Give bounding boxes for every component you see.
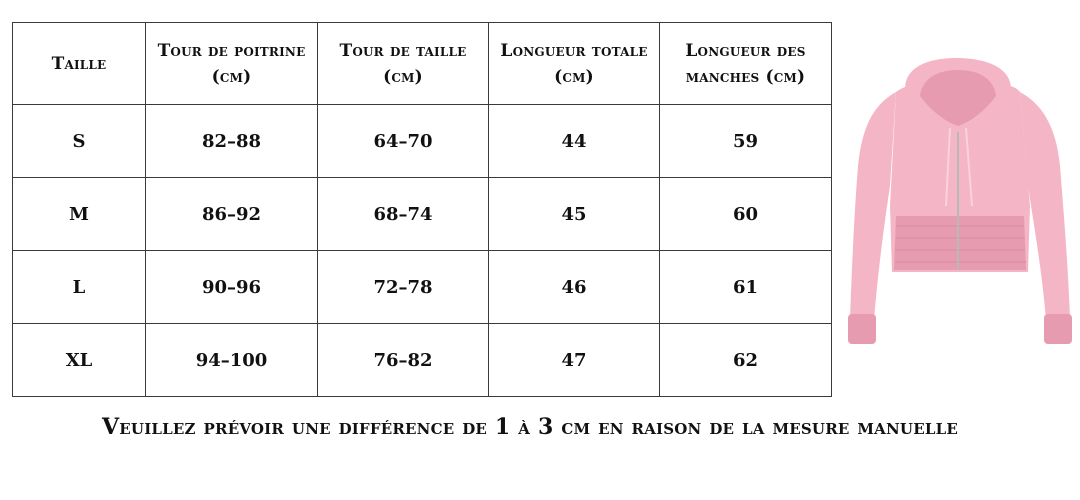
chest-cell: 82–88	[146, 105, 318, 178]
size-cell: XL	[13, 324, 146, 397]
length-cell: 46	[489, 251, 660, 324]
chest-cell: 86–92	[146, 178, 318, 251]
size-chart-table	[12, 22, 832, 397]
table-row-s	[13, 105, 832, 178]
header-tour-de-taille: Tour de taille (cm)	[318, 23, 489, 105]
length-cell: 45	[489, 178, 660, 251]
size-cell: M	[13, 178, 146, 251]
header-taille: Taille	[13, 23, 146, 105]
measurement-disclaimer: Veuillez prévoir une différence de 1 à 3 cm en raison de la mesure manuelle	[102, 414, 958, 440]
chest-cell: 94–100	[146, 324, 318, 397]
sleeve-cell: 61	[660, 251, 832, 324]
size-cell: L	[13, 251, 146, 324]
table-row-m	[13, 178, 832, 251]
chest-cell: 90–96	[146, 251, 318, 324]
header-tour-de-poitrine: Tour de poitrine (cm)	[146, 23, 318, 105]
length-cell: 47	[489, 324, 660, 397]
hoodie-icon	[848, 58, 1072, 344]
header-longueur-des-manches: Longueur des manches (cm)	[660, 23, 832, 105]
sleeve-cell: 60	[660, 178, 832, 251]
table-row-xl	[13, 324, 832, 397]
sleeve-cell: 62	[660, 324, 832, 397]
table-header-row	[13, 23, 832, 105]
size-cell: S	[13, 105, 146, 178]
waist-cell: 76–82	[318, 324, 489, 397]
table-row-l	[13, 251, 832, 324]
length-cell: 44	[489, 105, 660, 178]
header-longueur-totale: Longueur totale (cm)	[489, 23, 660, 105]
pink-hoodie-image	[844, 56, 1076, 350]
waist-cell: 64–70	[318, 105, 489, 178]
waist-cell: 68–74	[318, 178, 489, 251]
waist-cell: 72–78	[318, 251, 489, 324]
sleeve-cell: 59	[660, 105, 832, 178]
